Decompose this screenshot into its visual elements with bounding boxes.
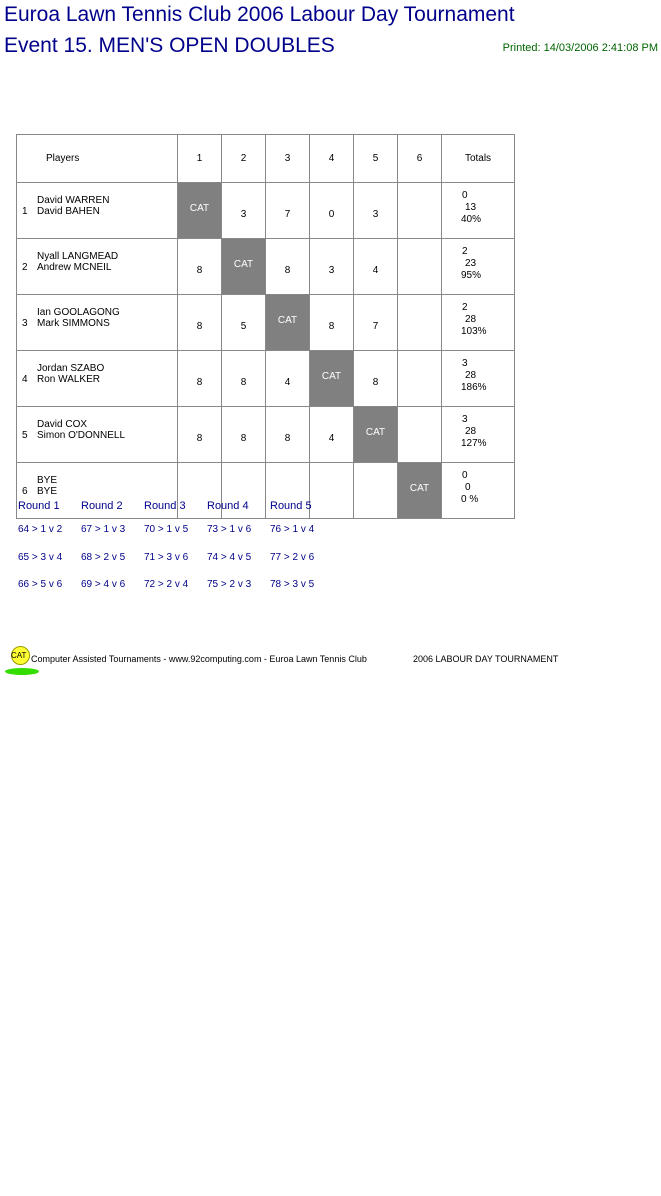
- round-match: 77 > 2 v 6: [270, 551, 315, 563]
- round-match: 74 > 4 v 5: [207, 551, 252, 563]
- round-match: 68 > 2 v 5: [81, 551, 126, 563]
- round-match: 65 > 3 v 4: [18, 551, 63, 563]
- cat-cell: CAT: [354, 407, 398, 463]
- percentage-value: 40%: [461, 214, 482, 225]
- score-cell: 5: [222, 295, 266, 351]
- pair-names: [37, 363, 104, 385]
- percentage-value: 95%: [461, 270, 482, 281]
- games-value: 28: [465, 314, 477, 325]
- player-name: Simon O'DONNELL: [37, 430, 126, 441]
- score-cell: 8: [178, 351, 222, 407]
- footer-tournament: 2006 LABOUR DAY TOURNAMENT: [413, 654, 559, 664]
- score-cell: 3: [310, 239, 354, 295]
- wins-value: 0: [462, 470, 468, 481]
- round-match: 67 > 1 v 3: [81, 524, 126, 535]
- pair-names: [37, 419, 125, 441]
- score-cell: 8: [222, 407, 266, 463]
- cat-cell: CAT: [310, 351, 354, 407]
- footer-text: Computer Assisted Tournaments - www.92computing.com - Euroa Lawn Tennis Club: [31, 654, 367, 664]
- pair-names: [37, 307, 120, 329]
- score-cell: 4: [354, 239, 398, 295]
- player-name: Andrew MCNEIL: [37, 262, 112, 273]
- wins-value: 3: [462, 358, 468, 369]
- row-number: 4: [22, 374, 28, 385]
- results-grid: [16, 134, 515, 519]
- player-name: David COX: [37, 419, 88, 430]
- player-cell: [17, 183, 178, 239]
- round-match: 69 > 4 v 6: [81, 579, 126, 590]
- player-name: Nyall LANGMEAD: [37, 251, 119, 262]
- player-name: BYE: [37, 475, 58, 486]
- wins-value: 2: [462, 246, 468, 257]
- round-label: Round 2: [81, 500, 123, 512]
- score-cell: 8: [354, 351, 398, 407]
- pair-names: [37, 251, 118, 273]
- wins-value: 3: [462, 414, 468, 425]
- score-cell: 3: [354, 183, 398, 239]
- totals-cell: [442, 183, 515, 239]
- score-cell: [398, 295, 442, 351]
- player-name: Ron WALKER: [37, 374, 100, 385]
- score-cell: 8: [266, 407, 310, 463]
- totals-cell: [442, 295, 515, 351]
- score-cell: 8: [178, 295, 222, 351]
- score-cell: 0: [310, 183, 354, 239]
- games-value: 23: [465, 258, 477, 269]
- round-match: 73 > 1 v 6: [207, 524, 252, 535]
- round-match: 70 > 1 v 5: [144, 524, 189, 535]
- percentage-value: 186%: [461, 382, 487, 393]
- round-match: 78 > 3 v 5: [270, 579, 315, 590]
- cat-cell: CAT: [266, 295, 310, 351]
- pair-names: [37, 475, 57, 497]
- score-cell: 8: [178, 239, 222, 295]
- grid-header-row: [17, 135, 515, 183]
- player-name: David WARREN: [37, 195, 110, 206]
- player-cell: [17, 295, 178, 351]
- score-cell: 4: [266, 351, 310, 407]
- row-number: 2: [22, 262, 28, 273]
- round-label: Round 4: [207, 500, 249, 512]
- round-match: 64 > 1 v 2: [18, 524, 63, 535]
- player-name: Ian GOOLAGONG: [37, 307, 120, 318]
- round-label: Round 1: [18, 500, 60, 512]
- games-value: 0: [465, 482, 471, 493]
- table-row: [17, 183, 515, 239]
- cat-cell: CAT: [222, 239, 266, 295]
- totals-cell: [442, 407, 515, 463]
- percentage-value: 127%: [461, 438, 487, 449]
- round-label: Round 5: [270, 500, 312, 512]
- player-name: BYE: [37, 486, 58, 497]
- pair-names: [37, 195, 109, 217]
- score-cell: 8: [266, 239, 310, 295]
- games-value: 28: [465, 426, 477, 437]
- score-cell: 7: [266, 183, 310, 239]
- round-match: 66 > 5 v 6: [18, 579, 63, 590]
- row-number: 6: [22, 486, 28, 497]
- event-title: Event 15. MEN'S OPEN DOUBLES: [4, 34, 335, 57]
- round-label: Round 3: [144, 500, 186, 512]
- table-row: [17, 295, 515, 351]
- totals-cell: [442, 463, 515, 519]
- totals-cell: [442, 351, 515, 407]
- wins-value: 0: [462, 190, 468, 201]
- table-row: [17, 407, 515, 463]
- row-number: 5: [22, 430, 28, 441]
- cat-cell: CAT: [398, 463, 442, 519]
- player-cell: [17, 407, 178, 463]
- row-number: 3: [22, 318, 28, 329]
- player-cell: [17, 239, 178, 295]
- col-header: 1: [178, 135, 222, 183]
- logo-shadow: [5, 668, 39, 675]
- col-header: 5: [354, 135, 398, 183]
- score-cell: [310, 463, 354, 519]
- printed-timestamp: Printed: 14/03/2006 2:41:08 PM: [502, 42, 658, 54]
- score-cell: 7: [354, 295, 398, 351]
- games-value: 13: [465, 202, 477, 213]
- totals-header: Totals: [442, 135, 515, 183]
- wins-value: 2: [462, 302, 468, 313]
- col-header: 3: [266, 135, 310, 183]
- player-name: Jordan SZABO: [37, 363, 105, 374]
- player-name: David BAHEN: [37, 206, 100, 217]
- score-cell: [354, 463, 398, 519]
- score-cell: 3: [222, 183, 266, 239]
- score-cell: [398, 183, 442, 239]
- row-number: 1: [22, 206, 28, 217]
- score-cell: [398, 351, 442, 407]
- games-value: 28: [465, 370, 477, 381]
- player-name: Mark SIMMONS: [37, 318, 110, 329]
- col-header: 2: [222, 135, 266, 183]
- round-match: 72 > 2 v 4: [144, 579, 189, 590]
- table-row: [17, 351, 515, 407]
- logo-text: CAT: [11, 651, 27, 660]
- tournament-title: Euroa Lawn Tennis Club 2006 Labour Day Tournament: [4, 3, 515, 26]
- score-cell: [398, 239, 442, 295]
- score-cell: 8: [178, 407, 222, 463]
- percentage-value: 103%: [461, 326, 487, 337]
- players-header: Players: [17, 135, 178, 183]
- score-cell: 4: [310, 407, 354, 463]
- totals-cell: [442, 239, 515, 295]
- table-row: [17, 239, 515, 295]
- score-cell: 8: [310, 295, 354, 351]
- percentage-value: 0 %: [461, 494, 479, 505]
- round-match: 76 > 1 v 4: [270, 524, 315, 535]
- score-cell: [398, 407, 442, 463]
- round-match: 75 > 2 v 3: [207, 579, 252, 590]
- player-cell: [17, 351, 178, 407]
- round-match: 71 > 3 v 6: [144, 551, 189, 563]
- col-header: 6: [398, 135, 442, 183]
- cat-cell: CAT: [178, 183, 222, 239]
- col-header: 4: [310, 135, 354, 183]
- score-cell: 8: [222, 351, 266, 407]
